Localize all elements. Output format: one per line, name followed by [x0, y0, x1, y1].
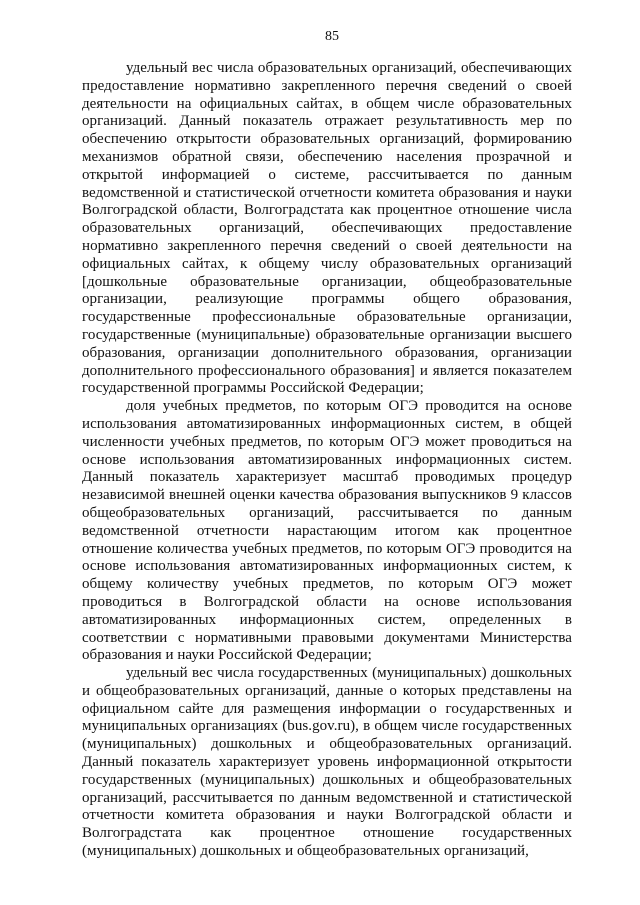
paragraph-bus-gov-share: удельный вес числа государственных (муниципальных) дошкольных и общеобразовательных организаций, данные о которых представлены на официальном сайте для размещения информации о государственных и муниципальных организациях (bus.gov.ru), в общем числе государственных (муниципальных) дошкольных и общеобразовательных организаций. Данный показатель характеризует уровень информационной открытости государственных (муниципальных) дошкольных и общеобразовательных организаций, рассчитывается по данным ведомственной и статистической отчетности комитета образования и науки Волгоградской области и Волгоградстата как процентное отношение государственных (муниципальных) дошкольных и общеобразовательных организаций, — [82, 665, 572, 860]
page-number: 85 — [325, 29, 339, 44]
paragraph-oge-subjects-share: доля учебных предметов, по которым ОГЭ проводится на основе использования автоматизированных информационных систем, в общей численности учебных предметов, по которым ОГЭ может проводиться на основе использования автоматизированных информационных систем. Данный показатель характеризует масштаб проводимых процедур независимой внешней оценки качества образования выпускников 9 классов общеобразовательных организаций, рассчитывается по данным ведомственной отчетности нарастающим итогом как процентное отношение количества учебных предметов, по которым ОГЭ проводится на основе использования автоматизированных информационных систем, к общему количеству учебных предметов, по которым ОГЭ может проводиться в Волгоградской области на основе использования автоматизированных информационных систем, определенных в соответствии с нормативными правовыми документами Министерства образования и науки Российской Федерации; — [82, 398, 572, 664]
paragraph-educational-organizations-websites: удельный вес числа образовательных организаций, обеспечивающих предоставление нормативно закрепленного перечня сведений о своей деятельности на официальных сайтах, в общем числе образовательных организаций. Данный показатель отражает результативность мер по обеспечению открытости образовательных организаций, формированию механизмов обратной связи, обеспечению населения прозрачной и открытой информацией о системе, рассчитывается по данным ведомственной и статистической отчетности комитета образования и науки Волгоградской области, Волгоградстата как процентное отношение числа образовательных организаций, обеспечивающих предоставление нормативно закрепленного перечня сведений о своей деятельности на официальных сайтах, к общему числу образовательных организаций [дошкольные образовательные организации, общеобразовательные организации, реализующие программы общего образования, государственные профессиональные образовательные организации, государственные (муниципальные) образовательные организации высшего образования, организации дополнительного образования, организации дополнительного профессионального образования] и является показателем государственной программы Российской Федерации; — [82, 60, 572, 397]
